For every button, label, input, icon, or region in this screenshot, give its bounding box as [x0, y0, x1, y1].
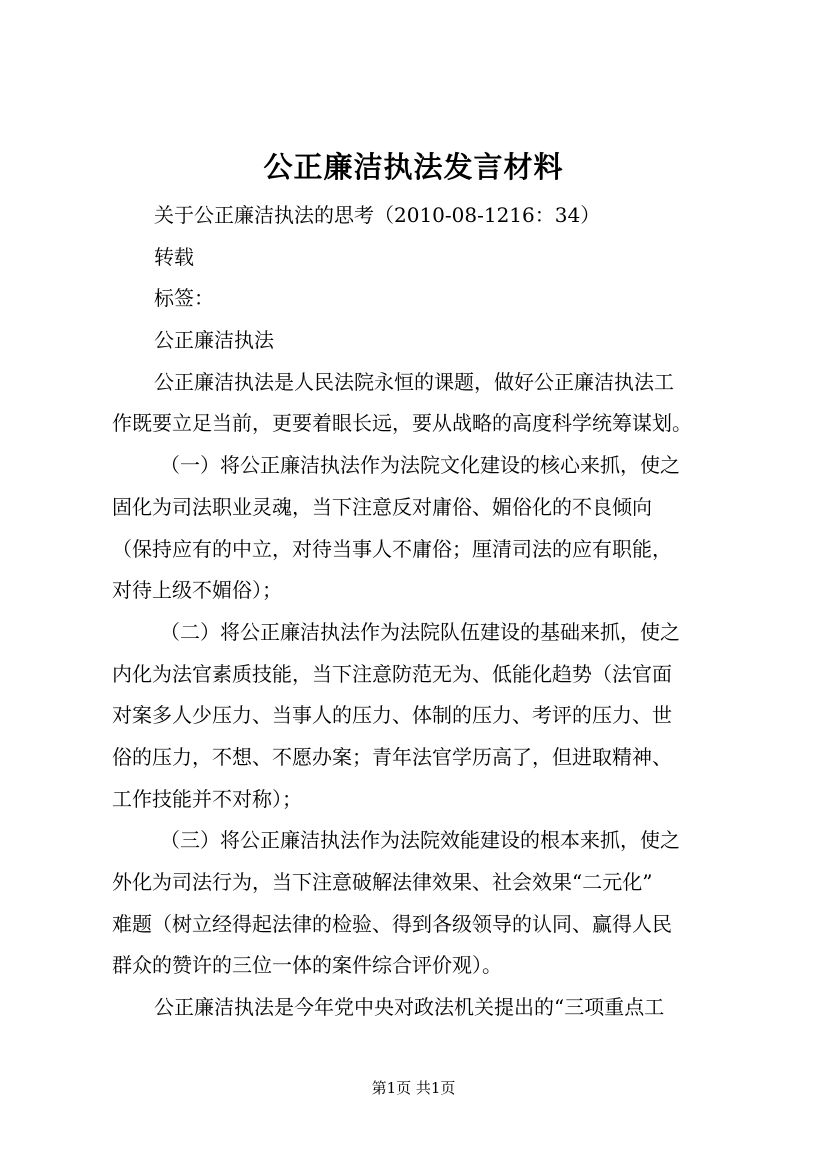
text-line: 作既要立足当前，更要着眼长远，要从战略的高度科学统筹谋划。 [112, 411, 692, 436]
text-line: （一）将公正廉洁执法作为法院文化建设的核心来抓，使之 [160, 453, 680, 478]
text-line: 群众的赞许的三位一体的案件综合评价观）。 [112, 953, 502, 978]
text-line: 俗的压力，不想、不愿办案；青年法官学历高了，但进取精神、 [112, 744, 672, 769]
text-line: 工作技能并不对称）； [112, 786, 302, 811]
text-line: 难题（树立经得起法律的检验、得到各级领导的认同、赢得人民 [112, 911, 672, 936]
text-line: 转载 [154, 244, 194, 269]
text-line: （三）将公正廉洁执法作为法院效能建设的根本来抓，使之 [160, 828, 680, 853]
document-body [112, 195, 718, 1029]
text-line: （二）将公正廉洁执法作为法院队伍建设的基础来抓，使之 [160, 619, 680, 644]
text-line: 标签： [154, 286, 214, 311]
text-line: 关于公正廉洁执法的思考（2010-08-1216：34） [154, 203, 601, 227]
text-line: 内化为法官素质技能，当下注意防范无为、低能化趋势（法官面 [112, 661, 672, 686]
text-line: 对待上级不媚俗）； [112, 578, 282, 603]
document-title: 公正廉洁执法发言材料 [263, 150, 564, 184]
text-line: 公正廉洁执法 [154, 328, 274, 353]
text-line: 公正廉洁执法是人民法院永恒的课题，做好公正廉洁执法工 [154, 369, 674, 394]
text-line: 公正廉洁执法是今年党中央对政法机关提出的“三项重点工 [154, 995, 665, 1020]
text-line: 固化为司法职业灵魂，当下注意反对庸俗、媚俗化的不良倾向 [112, 494, 652, 519]
page-footer: 第1页 共1页 [371, 1079, 456, 1097]
text-line: （保持应有的中立，对待当事人不庸俗；厘清司法的应有职能， [112, 536, 672, 561]
text-line: 对案多人少压力、当事人的压力、体制的压力、考评的压力、世 [112, 703, 672, 728]
text-line: 外化为司法行为，当下注意破解法律效果、社会效果“二元化” [112, 870, 653, 894]
